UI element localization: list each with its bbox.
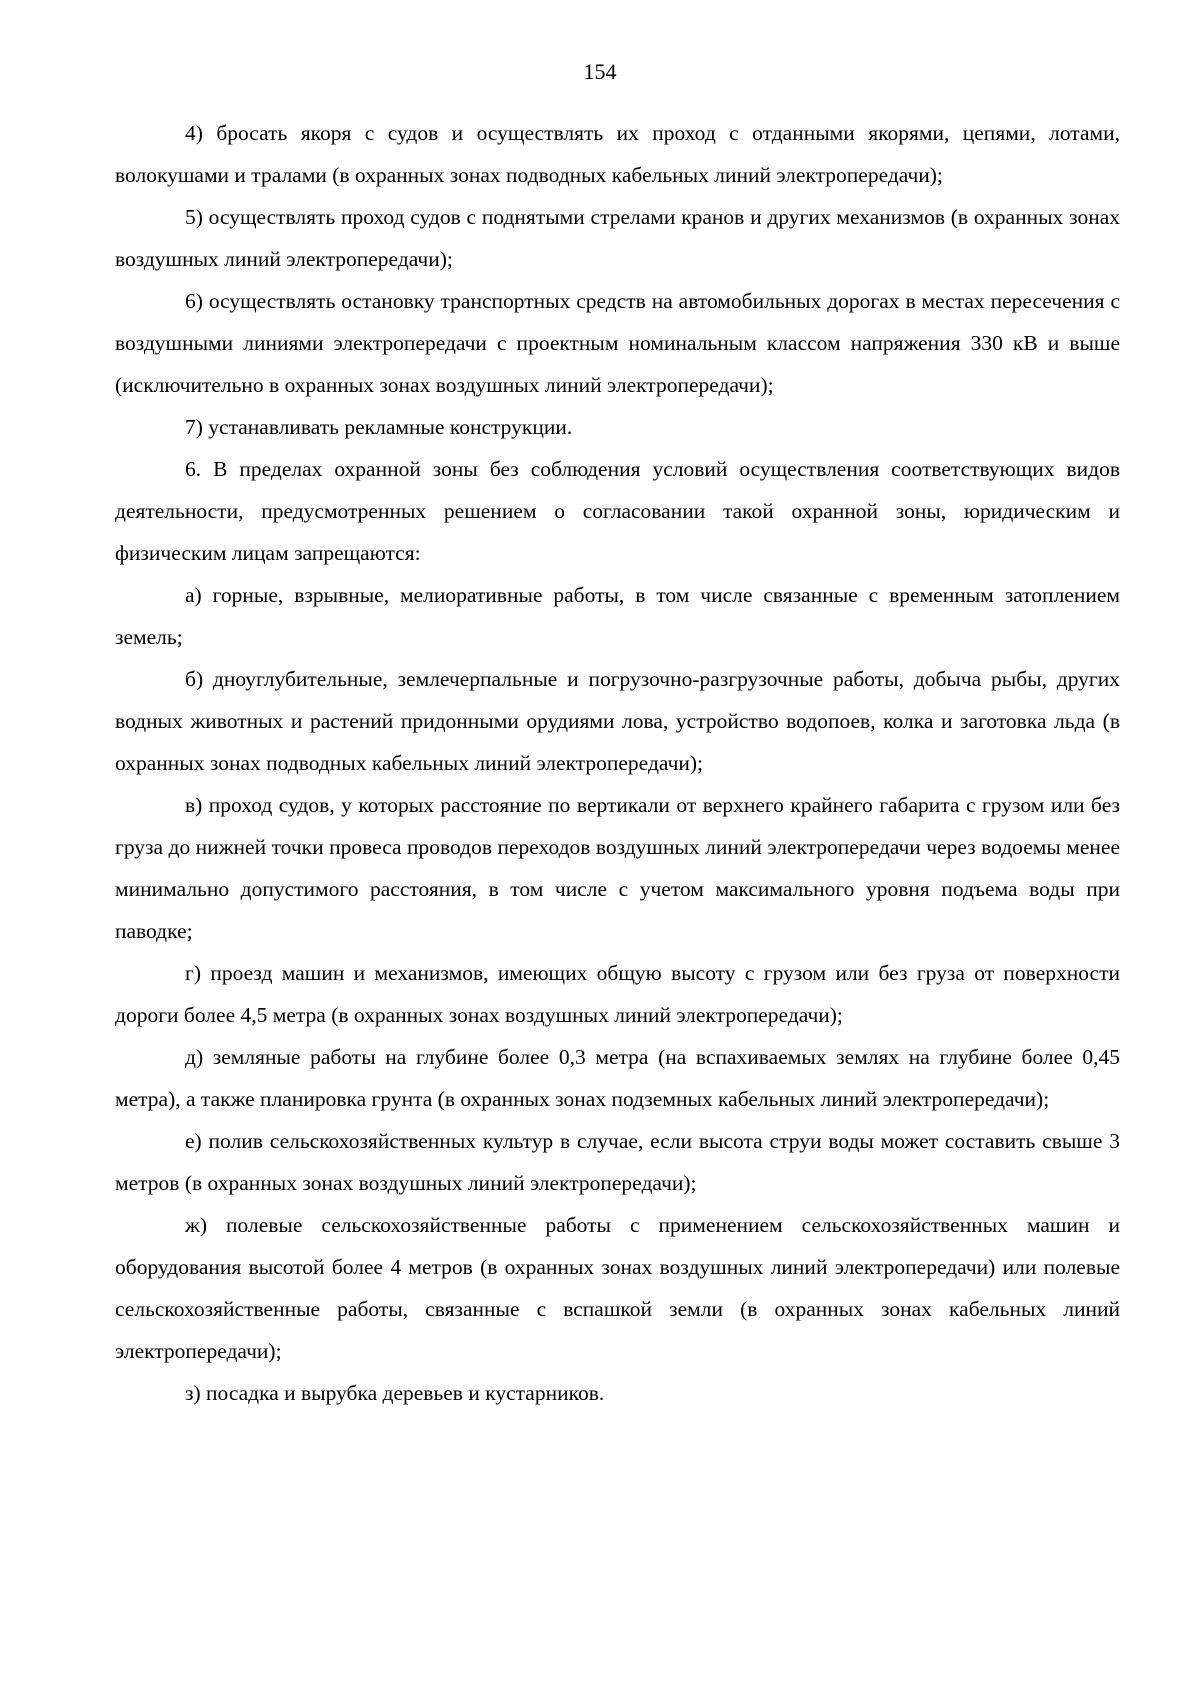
paragraph-item-b: б) дноуглубительные, землечерпальные и погрузочно-разгрузочные работы, добыча рыбы, других водных животных и растений придонными орудиями лова, устройство водопоев, колка и заготовка льда (в охранных зонах подводных кабельных линий электропередачи); xyxy=(115,667,1120,775)
document-body xyxy=(115,112,1120,1414)
paragraph-item-4: 4) бросать якоря с судов и осуществлять их проход с отданными якорями, цепями, лотами, волокушами и тралами (в охранных зонах подводных кабельных линий электропередачи); xyxy=(115,121,1120,187)
paragraph-item-v: в) проход судов, у которых расстояние по вертикали от верхнего крайнего габарита с грузом или без груза до нижней точки провеса проводов переходов воздушных линий электропередачи через водоемы менее минимально допустимого расстояния, в том числе с учетом максимального уровня подъема воды при паводке; xyxy=(115,793,1120,943)
paragraph-item-z: з) посадка и вырубка деревьев и кустарников. xyxy=(185,1381,605,1405)
paragraph-item-5: 5) осуществлять проход судов с поднятыми стрелами кранов и других механизмов (в охранных зонах воздушных линий электропередачи); xyxy=(115,205,1120,271)
paragraph-item-d: д) земляные работы на глубине более 0,3 метра (на вспахиваемых землях на глубине более 0,45 метра), а также планировка грунта (в охранных зонах подземных кабельных линий электропередачи); xyxy=(115,1045,1120,1111)
paragraph-item-e: е) полив сельскохозяйственных культур в случае, если высота струи воды может составить свыше 3 метров (в охранных зонах воздушных линий электропередачи); xyxy=(115,1129,1120,1195)
page-number: 154 xyxy=(583,59,617,84)
paragraph-item-g: г) проезд машин и механизмов, имеющих общую высоту с грузом или без груза от поверхности дороги более 4,5 метра (в охранных зонах воздушных линий электропередачи); xyxy=(115,961,1120,1027)
paragraph-item-6: 6) осуществлять остановку транспортных средств на автомобильных дорогах в местах пересечения с воздушными линиями электропередачи с проектным номинальным классом напряжения 330 кВ и выше (исключительно в охранных зонах воздушных линий электропередачи); xyxy=(115,289,1120,397)
paragraph-item-zh: ж) полевые сельскохозяйственные работы с применением сельскохозяйственных машин и оборудования высотой более 4 метров (в охранных зонах воздушных линий электропередачи) или полевые сельскохозяйственные работы, связанные с вспашкой земли (в охранных зонах кабельных линий электропередачи); xyxy=(115,1213,1120,1363)
paragraph-item-7: 7) устанавливать рекламные конструкции. xyxy=(185,415,573,439)
paragraph-section-6: 6. В пределах охранной зоны без соблюдения условий осуществления соответствующих видов деятельности, предусмотренных решением о согласовании такой охранной зоны, юридическим и физическим лицам запрещаются: xyxy=(115,457,1120,565)
paragraph-item-a: а) горные, взрывные, мелиоративные работы, в том числе связанные с временным затоплением земель; xyxy=(115,583,1120,649)
